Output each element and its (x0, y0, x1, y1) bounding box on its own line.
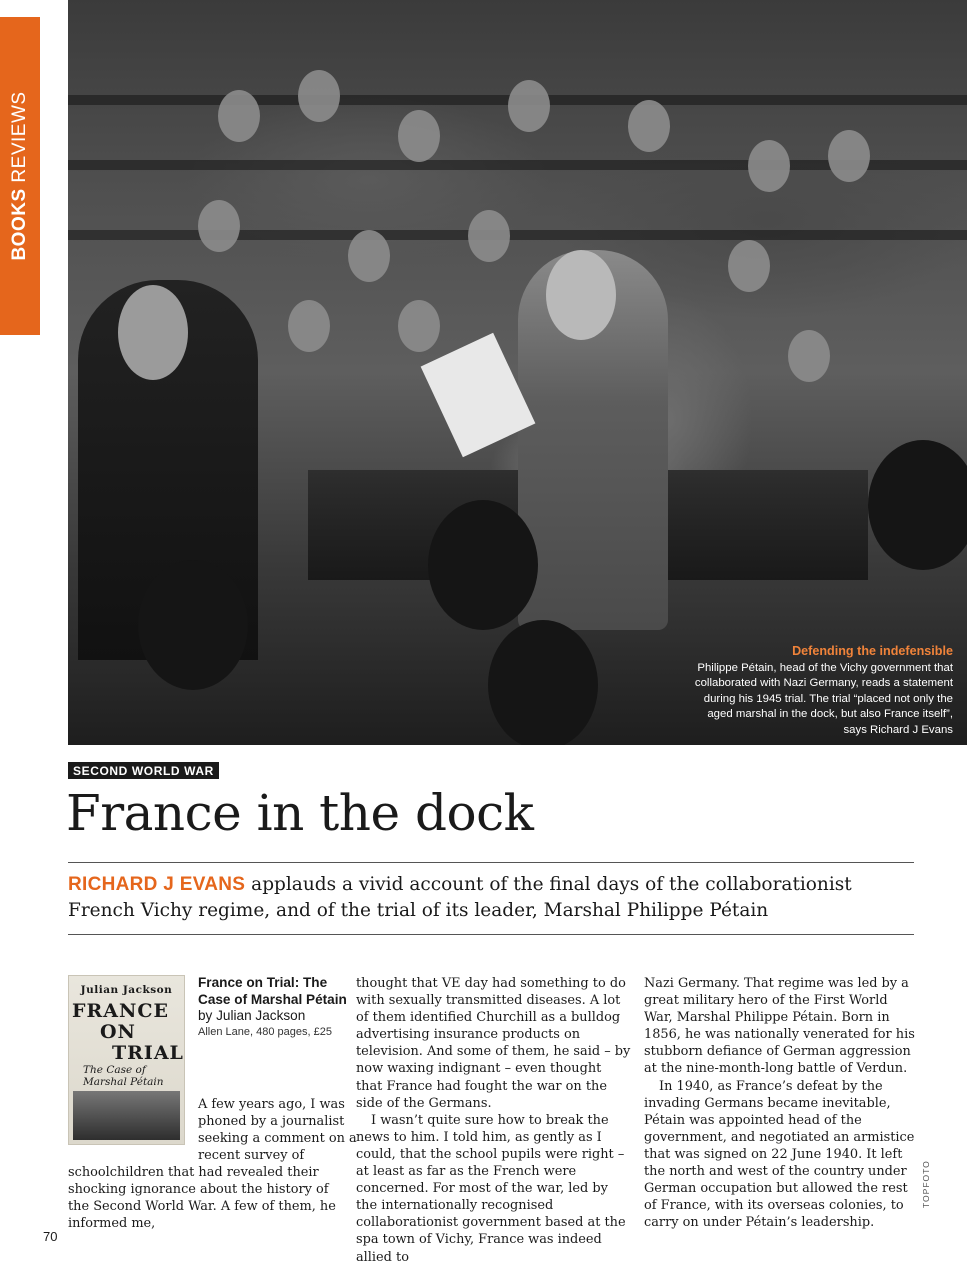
section-tab-label (9, 91, 31, 260)
book-cover-photo (73, 1091, 180, 1140)
photo-figure (628, 100, 670, 152)
standfirst (68, 872, 918, 924)
photo-caption (683, 644, 953, 739)
body-paragraph: Nazi Germany. That regime was led by a great military hero of the First World War, Marshal Philippe Pétain. Born in 1856, he was nationally venerated for his stubborn defiance of German aggression at the nine-month-long battle of Verdun. (644, 976, 915, 1077)
photo-figure (728, 240, 770, 292)
photo-figure (788, 330, 830, 382)
photo-foreground-head (488, 620, 598, 745)
book-cover (68, 975, 185, 1145)
book-info (198, 975, 348, 1039)
section-tab-bold: BOOKS (9, 188, 30, 261)
photo-figure (198, 200, 240, 252)
book-cover-title-line: TRIAL (112, 1042, 184, 1064)
photo-credit: TOPFOTO (921, 1160, 931, 1208)
body-paragraph: schoolchildren that had revealed their shocking ignorance about the history of the Second World War. A few of them, he informed me, (68, 1165, 336, 1232)
section-kicker: SECOND WORLD WAR (68, 762, 219, 779)
photo-figure-left-head (118, 285, 188, 380)
photo-figure-head (546, 250, 616, 340)
photo-foreground-head (138, 560, 248, 690)
section-tab-regular: REVIEWS (9, 91, 30, 183)
photo-figure (508, 80, 550, 132)
photo-foreground-head (868, 440, 967, 570)
hero-photo (68, 0, 967, 745)
body-paragraph: In 1940, as France’s defeat by the invading Germans became inevitable, Pétain was appointed head of the government, and negotiated an armistice that was signed on 22 June 1940. It left the north and west of the country under German occupation but allowed the rest of France, with its overseas colonies, to carry on under Pétain’s leadership. (644, 1078, 915, 1231)
photo-figure (468, 210, 510, 262)
section-tab (0, 17, 40, 335)
body-column-2 (356, 975, 631, 1266)
page-number: 70 (43, 1229, 58, 1244)
photo-figure (398, 300, 440, 352)
photo-foreground-head (428, 500, 538, 630)
standfirst-text: applauds a vivid account of the final days of the collaborationist French Vichy regime, and of the trial of its leader, Marshal Philippe Pétain (68, 874, 852, 921)
body-column-1-top (198, 1096, 358, 1164)
book-cover-title (72, 1001, 184, 1064)
book-cover-title-line: ON (100, 1021, 136, 1043)
book-cover-title-line: FRANCE (72, 1000, 169, 1022)
book-cover-subtitle (83, 1064, 164, 1088)
book-title: France on Trial: The Case of Marshal Pétain (198, 975, 347, 1007)
book-author: by Julian Jackson (198, 1008, 306, 1023)
caption-text: Philippe Pétain, head of the Vichy government that collaborated with Nazi Germany, reads a statement during his 1945 trial. The trial “placed not only the aged marshal in the dock, but also France itself”, says Richard J Evans (694, 661, 953, 736)
photo-figure (828, 130, 870, 182)
divider (68, 934, 914, 935)
article-headline: France in the dock (66, 784, 534, 842)
book-cover-subtitle-line: The Case of (83, 1064, 146, 1076)
photo-figure (298, 70, 340, 122)
standfirst-author: RICHARD J EVANS (68, 874, 246, 895)
photo-figure (348, 230, 390, 282)
body-paragraph: A few years ago, I was phoned by a journalist seeking a comment on a recent survey of (198, 1097, 357, 1164)
book-cover-author: Julian Jackson (80, 984, 173, 996)
divider (68, 862, 914, 863)
body-paragraph: I wasn’t quite sure how to break the news to him. I told him, as gently as I could, that the school pupils were right – at least as far as the French were concerned. For most of the war, led by the internationally recognised collaborationist government based at the spa town of Vichy, France was indeed allied to (356, 1112, 626, 1265)
book-cover-subtitle-line: Marshal Pétain (83, 1076, 164, 1088)
photo-figure (288, 300, 330, 352)
caption-title: Defending the indefensible (792, 644, 953, 658)
book-publisher: Allen Lane, 480 pages, £25 (198, 1025, 332, 1038)
body-column-3 (644, 975, 916, 1231)
photo-figure (748, 140, 790, 192)
photo-figure (398, 110, 440, 162)
body-column-1 (68, 1164, 343, 1232)
body-paragraph: thought that VE day had something to do with sexually transmitted diseases. A lot of them identified Churchill as a bulldog advertising insurance products on television. And some of them, he said – by now waxing indignant – even thought that France had fought the war on the side of the Germans. (356, 976, 631, 1111)
photo-figure (218, 90, 260, 142)
